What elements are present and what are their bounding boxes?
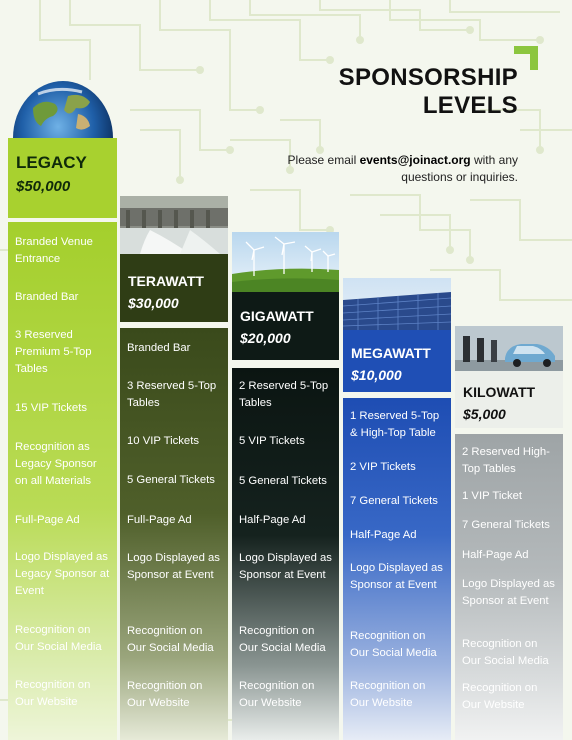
benefit-item: 2 VIP Tickets (350, 461, 416, 473)
hydroelectric-dam-icon (120, 196, 228, 254)
benefit-item: Recognition on Our Social Media (462, 638, 549, 667)
contact-note: Please email events@joinact.org with any questions or inquiries. (287, 153, 518, 184)
benefit-item: Logo Displayed as Sponsor at Event (239, 552, 332, 581)
earth-globe-icon (8, 80, 117, 138)
benefit-item: 1 VIP Ticket (462, 490, 523, 502)
tier-benefits (232, 368, 339, 740)
benefit-item: Recognition on Our Social Media (350, 630, 437, 659)
benefit-item: Branded Bar (127, 342, 191, 354)
tier-benefits (120, 328, 228, 740)
benefit-item: Logo Displayed as Sponsor at Event (127, 552, 220, 581)
benefit-item: Recognition on Our Social Media (239, 625, 326, 654)
benefit-item: 5 VIP Tickets (239, 435, 305, 447)
tier-benefits (455, 434, 563, 740)
tier-price: $20,000 (240, 330, 291, 346)
tier-header (120, 254, 228, 322)
benefit-item: Branded Venue Entrance (15, 236, 93, 265)
tier-name: LEGACY (16, 153, 87, 172)
tier-benefits (343, 398, 451, 740)
benefit-item: Recognition on Our Website (239, 680, 315, 709)
tier-price: $30,000 (128, 295, 179, 311)
wind-turbines-icon (232, 232, 339, 292)
benefit-item: Branded Bar (15, 291, 79, 303)
tier-name: GIGAWATT (240, 308, 314, 324)
contact-email-link[interactable]: events@joinact.org (359, 153, 471, 167)
benefit-item: Full-Page Ad (15, 514, 80, 526)
benefit-item: 5 General Tickets (127, 474, 215, 486)
benefit-item: Recognition on Our Website (127, 680, 203, 709)
tier-header (232, 292, 339, 360)
tier-name: TERAWATT (128, 273, 204, 289)
benefit-item: 10 VIP Tickets (127, 435, 200, 447)
benefit-item: 15 VIP Tickets (15, 402, 88, 414)
tier-benefits (8, 222, 117, 740)
benefit-item: Recognition on Our Social Media (127, 625, 214, 654)
benefit-item: Logo Displayed as Sponsor at Event (350, 562, 443, 591)
benefit-item: Half-Page Ad (239, 514, 306, 526)
benefit-item: Logo Displayed as Sponsor at Event (462, 578, 555, 607)
benefit-item: Recognition as Legacy Sponsor on all Materials (15, 441, 97, 487)
tier-price: $50,000 (16, 178, 71, 195)
benefit-item: 5 General Tickets (239, 475, 327, 487)
solar-panels-icon (343, 278, 451, 330)
benefit-item: Full-Page Ad (127, 514, 192, 526)
tier-price: $5,000 (463, 406, 506, 422)
benefit-item: Half-Page Ad (350, 529, 417, 541)
benefit-item: 1 Reserved 5-Top & High-Top Table (350, 410, 440, 439)
tier-price: $10,000 (351, 367, 402, 383)
benefit-item: Half-Page Ad (462, 549, 529, 561)
tier-header (455, 371, 563, 428)
benefit-item: Logo Displayed as Legacy Sponsor at Event (15, 551, 110, 597)
benefit-item: Recognition on Our Social Media (15, 624, 102, 653)
benefit-item: Recognition on Our Website (350, 680, 426, 709)
tier-name: KILOWATT (463, 384, 536, 400)
benefit-item: Recognition on Our Website (15, 679, 91, 708)
tier-name: MEGAWATT (351, 345, 431, 361)
tier-header (8, 138, 117, 218)
benefit-item: 2 Reserved 5-Top Tables (239, 380, 329, 409)
benefit-item: 7 General Tickets (350, 495, 438, 507)
tier-header (343, 330, 451, 392)
ev-charger-car-icon (455, 326, 563, 371)
benefit-item: 7 General Tickets (462, 519, 550, 531)
benefit-item: 2 Reserved High-Top Tables (462, 446, 550, 475)
benefit-item: 3 Reserved Premium 5-Top Tables (15, 329, 92, 375)
benefit-item: Recognition on Our Website (462, 682, 538, 711)
page-title: SPONSORSHIP LEVELS (338, 64, 518, 119)
benefit-item: 3 Reserved 5-Top Tables (127, 380, 217, 409)
